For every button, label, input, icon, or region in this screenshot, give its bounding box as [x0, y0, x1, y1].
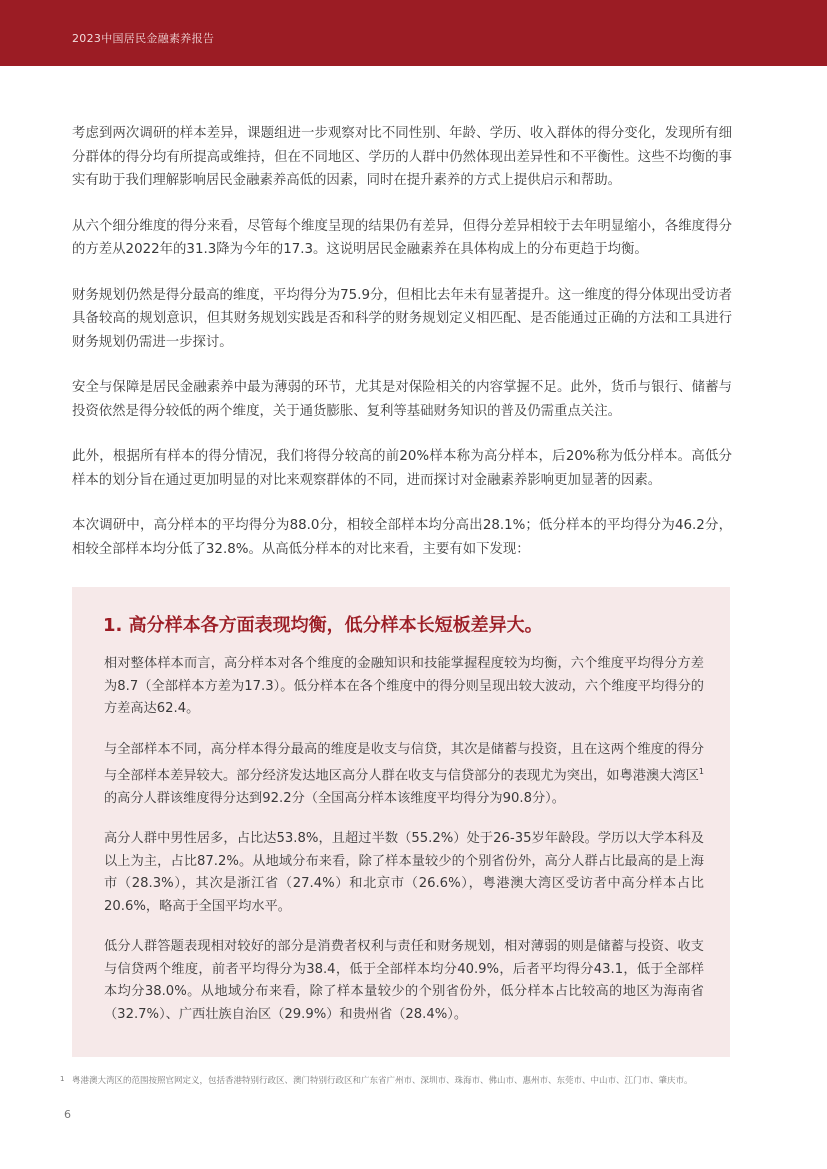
callout-paragraph-4: 低分人群答题表现相对较好的部分是消费者权利与责任和财务规划，相对薄弱的则是储蓄与投资、收支与信贷两个维度，前者平均得分为38.4，低于全部样本均分40.9%，后者平均得分43.1，低于全部样本均分38.0%。从地域分布来看，除了样本量较少的个别省份外，低分样本占比较高的地区为海南省（32.7%）、广西壮族自治区（29.9%）和贵州省（28.4%）。 [104, 939, 704, 1022]
callout-paragraph-2-start: 与全部样本不同，高分样本得分最高的维度是收支与信贷，其次是储蓄与投资，且在这两个维度的得分与全部样本差异较大。部分经济发达地区高分人群在收支与信贷部分的表现尤为突出，如粤港澳大湾区 [104, 741, 704, 784]
callout-body [104, 653, 704, 1044]
paragraph-6: 本次调研中，高分样本的平均得分为88.0分，相较全部样本均分高出28.1%；低分样本的平均得分为46.2分，相较全部样本均分低了32.8%。从高低分样本的对比来看，主要有如下发现： [72, 518, 732, 557]
callout-title: 1. 高分样本各方面表现均衡，低分样本长短板差异大。 [103, 615, 543, 636]
paragraph-3: 财务规划仍然是得分最高的维度，平均得分为75.9分，但相比去年未有显著提升。这一维度的得分体现出受访者具备较高的规划意识，但其财务规划实践是否和科学的财务规划定义相匹配、是否能通过正确的方法和工具进行财务规划仍需进一步探讨。 [72, 287, 732, 350]
callout-paragraph-1: 相对整体样本而言，高分样本对各个维度的金融知识和技能掌握程度较为均衡，六个维度平均得分方差为8.7（全部样本方差为17.3）。低分样本在各个维度中的得分则呈现出较大波动，六个维度平均得分的方差高达62.4。 [104, 656, 704, 716]
callout-paragraph-2 [104, 739, 704, 811]
paragraph-5: 此外，根据所有样本的得分情况，我们将得分较高的前20%样本称为高分样本，后20%称为低分样本。高低分样本的划分旨在通过更加明显的对比来观察群体的不同，进而探讨对金融素养影响更加显著的因素。 [72, 449, 732, 488]
header-bar [0, 0, 827, 66]
paragraph-1: 考虑到两次调研的样本差异，课题组进一步观察对比不同性别、年龄、学历、收入群体的得分变化，发现所有细分群体的得分均有所提高或维持，但在不同地区、学历的人群中仍然体现出差异性和不平衡性。这些不均衡的事实有助于我们理解影响居民金融素养高低的因素，同时在提升素养的方式上提供启示和帮助。 [72, 126, 732, 188]
main-content [72, 122, 732, 583]
paragraph-4: 安全与保障是居民金融素养中最为薄弱的环节，尤其是对保险相关的内容掌握不足。此外，货币与银行、储蓄与投资依然是得分较低的两个维度，关于通货膨胀、复利等基础财务知识的普及仍需重点关注。 [72, 380, 732, 419]
paragraph-2: 从六个细分维度的得分来看，尽管每个维度呈现的结果仍有差异，但得分差异相较于去年明显缩小，各维度得分的方差从2022年的31.3降为今年的17.3。这说明居民金融素养在具体构成上的分布更趋于均衡。 [72, 218, 732, 257]
callout-paragraph-2-end: 的高分人群该维度得分达到92.2分（全国高分样本该维度平均得分为90.8分）。 [104, 790, 565, 806]
footnote [60, 1075, 732, 1088]
callout-paragraph-3: 高分人群中男性居多，占比达53.8%，且超过半数（55.2%）处于26-35岁年龄段。学历以大学本科及以上为主，占比87.2%。从地域分布来看，除了样本量较少的个别省份外，高分人群占比最高的是上海市（28.3%），其次是浙江省（27.4%）和北京市（26.6%），粤港澳大湾区受访者中高分样本占比20.6%，略高于全国平均水平。 [104, 831, 704, 914]
findings-callout [72, 587, 730, 1057]
footnote-reference: 1 [698, 767, 704, 776]
page-number: 6 [64, 1108, 71, 1121]
footnote-mark: 1 [60, 1075, 65, 1083]
report-title: 2023中国居民金融素养报告 [72, 32, 215, 45]
footnote-text: 粤港澳大湾区的范围按照官网定义，包括香港特别行政区、澳门特别行政区和广东省广州市、深圳市、珠海市、佛山市、惠州市、东莞市、中山市、江门市、肇庆市。 [72, 1076, 693, 1086]
